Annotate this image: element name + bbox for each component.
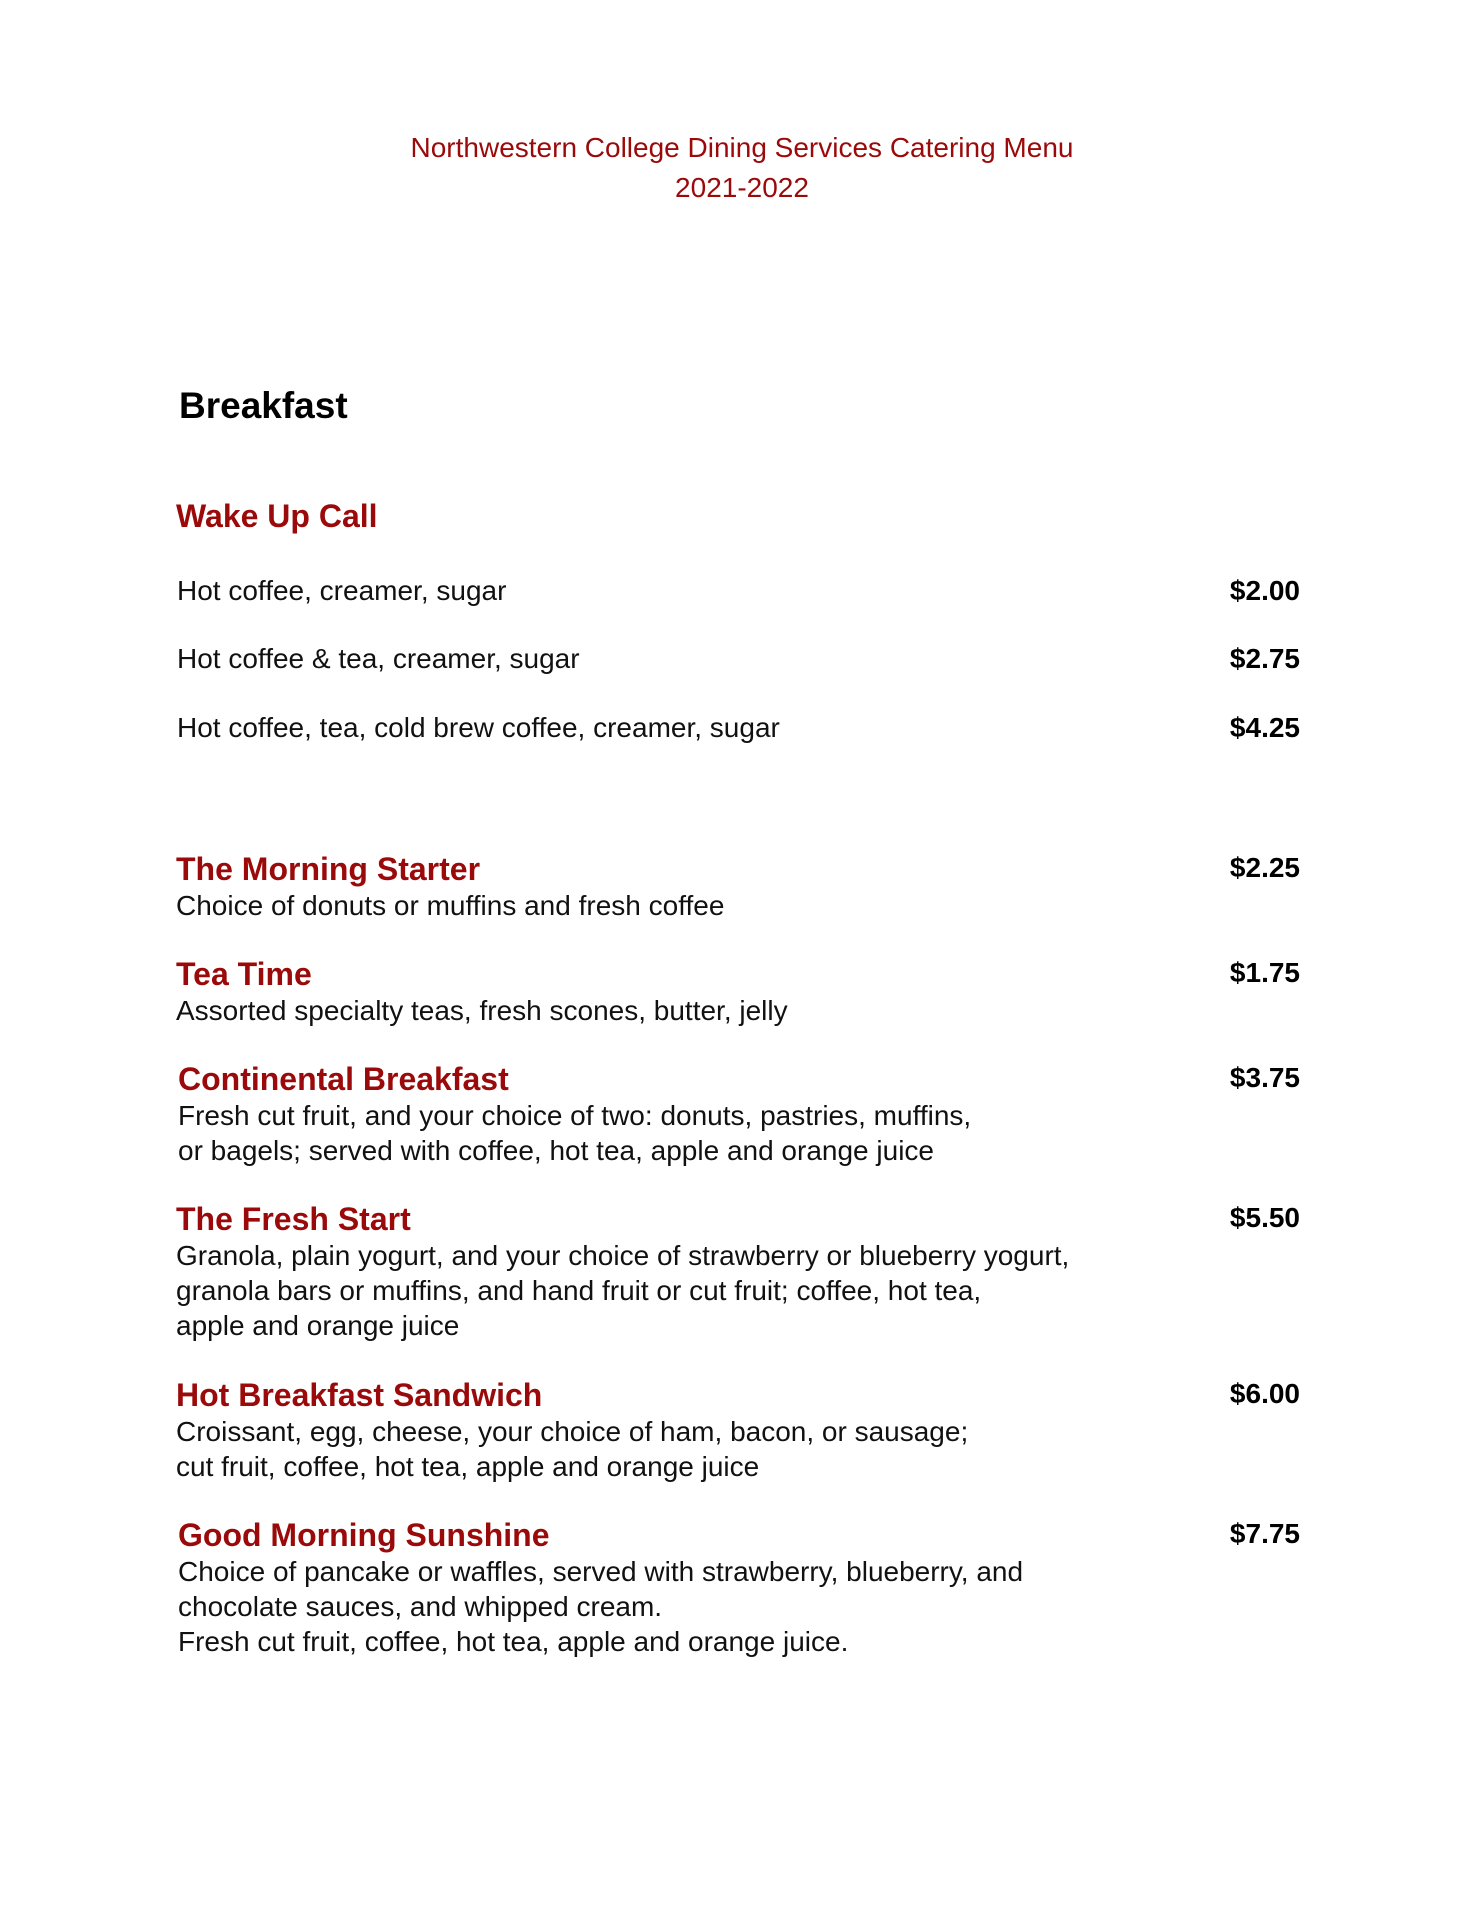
item-price: $6.00 (1229, 1378, 1300, 1409)
menu-item-morning-starter (176, 850, 1300, 923)
item-price: $1.75 (1229, 957, 1300, 988)
item-price: $7.75 (1229, 1518, 1300, 1549)
item-name: The Fresh Start (176, 1201, 411, 1237)
row-price: $2.75 (1229, 643, 1300, 674)
item-description (176, 888, 1300, 923)
description-line: Croissant, egg, cheese, your choice of ham, bacon, or sausage; (176, 1416, 969, 1447)
row-name: Hot coffee, tea, cold brew coffee, creamer, sugar (177, 712, 780, 743)
description-line: granola bars or muffins, and hand fruit or cut fruit; coffee, hot tea, (176, 1275, 982, 1306)
menu-header (0, 128, 1484, 208)
item-name: Tea Time (176, 956, 312, 992)
menu-title: Northwestern College Dining Services Catering Menu (410, 132, 1074, 163)
description-line: Choice of donuts or muffins and fresh coffee (176, 890, 725, 921)
description-line: Granola, plain yogurt, and your choice of strawberry or blueberry yogurt, (176, 1240, 1070, 1271)
menu-item-hot-breakfast-sandwich (176, 1376, 1300, 1484)
item-name: Good Morning Sunshine (178, 1517, 550, 1553)
wake-up-call-title: Wake Up Call (176, 498, 378, 534)
description-line: Choice of pancake or waffles, served with strawberry, blueberry, and (178, 1556, 1024, 1587)
description-line: or bagels; served with coffee, hot tea, apple and orange juice (178, 1135, 934, 1166)
item-name: The Morning Starter (176, 851, 481, 887)
menu-year: 2021-2022 (675, 172, 809, 203)
description-line: chocolate sauces, and whipped cream. (178, 1591, 663, 1622)
item-description (178, 1554, 1300, 1659)
menu-item-good-morning-sunshine (178, 1516, 1300, 1659)
item-price: $3.75 (1229, 1062, 1300, 1093)
item-price: $5.50 (1229, 1202, 1300, 1233)
row-name: Hot coffee & tea, creamer, sugar (177, 643, 580, 674)
menu-item-fresh-start (176, 1200, 1300, 1343)
item-name: Continental Breakfast (178, 1061, 509, 1097)
menu-item-tea-time (176, 955, 1300, 1028)
item-description (176, 1238, 1300, 1343)
row-name: Hot coffee, creamer, sugar (177, 575, 507, 606)
item-description (176, 993, 1300, 1028)
description-line: Assorted specialty teas, fresh scones, butter, jelly (176, 995, 788, 1026)
description-line: Fresh cut fruit, coffee, hot tea, apple and orange juice. (178, 1626, 849, 1657)
item-name: Hot Breakfast Sandwich (176, 1377, 543, 1413)
item-price: $2.25 (1229, 852, 1300, 883)
item-description (176, 1414, 1300, 1484)
description-line: apple and orange juice (176, 1310, 460, 1341)
description-line: Fresh cut fruit, and your choice of two: donuts, pastries, muffins, (178, 1100, 972, 1131)
row-price: $4.25 (1229, 712, 1300, 743)
section-title-breakfast: Breakfast (179, 385, 348, 426)
item-description (178, 1098, 1300, 1168)
description-line: cut fruit, coffee, hot tea, apple and orange juice (176, 1451, 760, 1482)
row-price: $2.00 (1229, 575, 1300, 606)
menu-item-continental-breakfast (178, 1060, 1300, 1168)
